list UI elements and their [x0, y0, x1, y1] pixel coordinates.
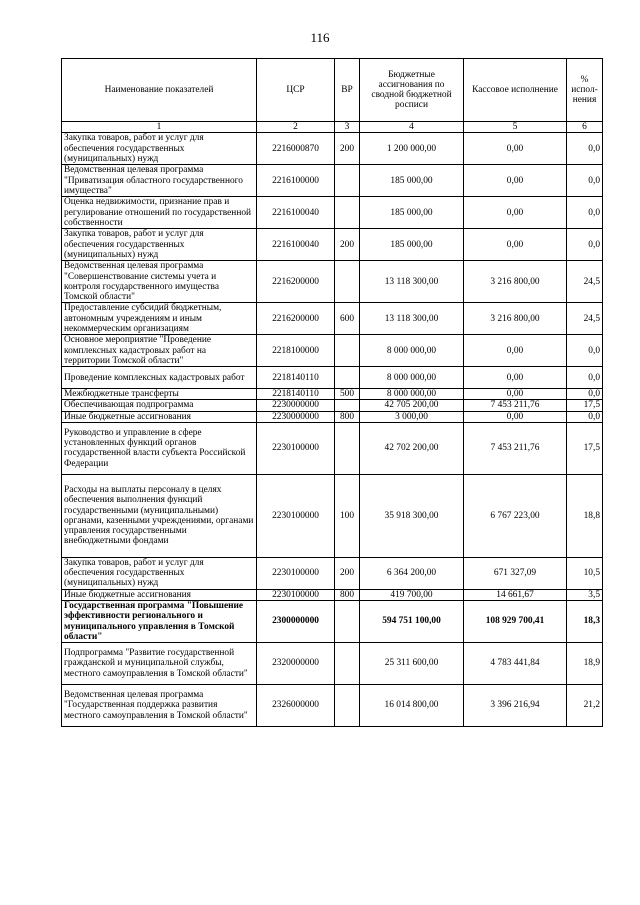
page-number: 116	[310, 30, 330, 45]
row-vr	[335, 367, 360, 389]
row-csr: 2216100000	[257, 165, 335, 197]
row-budget: 6 364 200,00	[360, 557, 464, 589]
row-vr	[335, 261, 360, 303]
budget-execution-table	[61, 58, 603, 727]
row-vr	[335, 643, 360, 685]
row-vr	[335, 165, 360, 197]
row-name: Иные бюджетные ассигнования	[62, 589, 257, 600]
row-vr: 200	[335, 133, 360, 165]
row-execution: 3 216 800,00	[464, 261, 567, 303]
row-vr	[335, 422, 360, 474]
row-percent: 0,0	[567, 165, 603, 197]
row-execution: 0,00	[464, 133, 567, 165]
table-row	[62, 261, 603, 303]
column-number: 5	[464, 122, 567, 133]
row-vr	[335, 601, 360, 643]
row-csr: 2230100000	[257, 589, 335, 600]
row-vr: 200	[335, 557, 360, 589]
row-execution: 0,00	[464, 367, 567, 389]
row-csr: 2216200000	[257, 261, 335, 303]
table-row	[62, 367, 603, 389]
row-budget: 35 918 300,00	[360, 474, 464, 557]
row-name: Предоставление субсидий бюджетным, автономным учреждениям и иным некоммерческим организациям	[62, 303, 257, 335]
row-percent: 21,2	[567, 685, 603, 727]
row-csr: 2216100040	[257, 197, 335, 229]
row-budget: 594 751 100,00	[360, 601, 464, 643]
row-csr: 2300000000	[257, 601, 335, 643]
row-percent: 18,9	[567, 643, 603, 685]
row-name: Обеспечивающая подпрограмма	[62, 400, 257, 411]
table-row	[62, 411, 603, 422]
row-name: Закупка товаров, работ и услуг для обеспечения государственных (муниципальных) нужд	[62, 229, 257, 261]
row-budget: 16 014 800,00	[360, 685, 464, 727]
column-number: 4	[360, 122, 464, 133]
header-row	[62, 59, 603, 122]
table-row	[62, 400, 603, 411]
row-percent: 0,0	[567, 133, 603, 165]
row-execution: 6 767 223,00	[464, 474, 567, 557]
row-execution: 0,00	[464, 389, 567, 400]
row-vr	[335, 400, 360, 411]
table-row	[62, 474, 603, 557]
row-percent: 3,5	[567, 589, 603, 600]
row-csr: 2230000000	[257, 411, 335, 422]
row-execution: 7 453 211,76	[464, 400, 567, 411]
header-vr: ВР	[335, 59, 360, 122]
row-budget: 8 000 000,00	[360, 367, 464, 389]
row-name: Основное мероприятие "Проведение комплексных кадастровых работ на территории Томской области"	[62, 335, 257, 367]
table-row	[62, 335, 603, 367]
row-csr: 2230100000	[257, 557, 335, 589]
row-budget: 25 311 600,00	[360, 643, 464, 685]
row-execution: 0,00	[464, 229, 567, 261]
row-csr: 2216200000	[257, 303, 335, 335]
table-row	[62, 229, 603, 261]
row-budget: 185 000,00	[360, 197, 464, 229]
row-percent: 24,5	[567, 303, 603, 335]
row-budget: 42 705 200,00	[360, 400, 464, 411]
table-row	[62, 589, 603, 600]
column-number: 1	[62, 122, 257, 133]
row-csr: 2320000000	[257, 643, 335, 685]
row-execution: 0,00	[464, 197, 567, 229]
row-name: Расходы на выплаты персоналу в целях обеспечения выполнения функций государственными (муниципальными) органами, казенными учреждениями, органами управления государственными внебюджетными фондами	[62, 474, 257, 557]
row-name: Проведение комплексных кадастровых работ	[62, 367, 257, 389]
row-budget: 13 118 300,00	[360, 303, 464, 335]
row-name: Иные бюджетные ассигнования	[62, 411, 257, 422]
row-vr: 800	[335, 411, 360, 422]
row-vr: 100	[335, 474, 360, 557]
header-csr: ЦСР	[257, 59, 335, 122]
row-budget: 42 702 200,00	[360, 422, 464, 474]
row-execution: 14 661,67	[464, 589, 567, 600]
row-budget: 185 000,00	[360, 165, 464, 197]
table-row	[62, 165, 603, 197]
row-percent: 10,5	[567, 557, 603, 589]
column-number: 6	[567, 122, 603, 133]
column-number: 2	[257, 122, 335, 133]
row-percent: 0,0	[567, 335, 603, 367]
row-budget: 8 000 000,00	[360, 335, 464, 367]
row-csr: 2218100000	[257, 335, 335, 367]
table-row	[62, 643, 603, 685]
row-vr: 500	[335, 389, 360, 400]
row-csr: 2218140110	[257, 389, 335, 400]
row-budget: 185 000,00	[360, 229, 464, 261]
row-percent: 0,0	[567, 229, 603, 261]
row-budget: 1 200 000,00	[360, 133, 464, 165]
row-execution: 3 216 800,00	[464, 303, 567, 335]
table-row	[62, 557, 603, 589]
row-name: Ведомственная целевая программа "Приватизация областного государственного имущества"	[62, 165, 257, 197]
table-row	[62, 422, 603, 474]
row-csr: 2326000000	[257, 685, 335, 727]
row-execution: 108 929 700,41	[464, 601, 567, 643]
header-execution: Кассовое исполнение	[464, 59, 567, 122]
row-percent: 18,3	[567, 601, 603, 643]
row-execution: 0,00	[464, 165, 567, 197]
row-name: Межбюджетные трансферты	[62, 389, 257, 400]
row-vr	[335, 197, 360, 229]
header-name: Наименование показателей	[62, 59, 257, 122]
row-budget: 13 118 300,00	[360, 261, 464, 303]
header-percent: % испол-нения	[567, 59, 603, 122]
row-execution: 671 327,09	[464, 557, 567, 589]
row-csr: 2230000000	[257, 400, 335, 411]
row-name: Закупка товаров, работ и услуг для обеспечения государственных (муниципальных) нужд	[62, 557, 257, 589]
row-percent: 0,0	[567, 389, 603, 400]
row-execution: 4 783 441,84	[464, 643, 567, 685]
row-execution: 0,00	[464, 411, 567, 422]
row-vr: 600	[335, 303, 360, 335]
row-percent: 24,5	[567, 261, 603, 303]
row-execution: 3 396 216,94	[464, 685, 567, 727]
table-row	[62, 133, 603, 165]
table-row	[62, 685, 603, 727]
row-csr: 2230100000	[257, 474, 335, 557]
table-row	[62, 197, 603, 229]
row-name: Руководство и управление в сфере установленных функций органов государственной власти субъекта Российской Федерации	[62, 422, 257, 474]
row-execution: 0,00	[464, 335, 567, 367]
row-budget: 419 700,00	[360, 589, 464, 600]
row-vr	[335, 335, 360, 367]
row-percent: 17,5	[567, 400, 603, 411]
table-row	[62, 389, 603, 400]
column-number: 3	[335, 122, 360, 133]
table-row	[62, 303, 603, 335]
row-budget: 8 000 000,00	[360, 389, 464, 400]
row-csr: 2216100040	[257, 229, 335, 261]
row-execution: 7 453 211,76	[464, 422, 567, 474]
row-vr: 800	[335, 589, 360, 600]
row-csr: 2218140110	[257, 367, 335, 389]
row-percent: 0,0	[567, 367, 603, 389]
row-vr	[335, 685, 360, 727]
column-numbers-row	[62, 122, 603, 133]
row-name: Закупка товаров, работ и услуг для обеспечения государственных (муниципальных) нужд	[62, 133, 257, 165]
row-percent: 18,8	[567, 474, 603, 557]
table-row	[62, 601, 603, 643]
row-name: Государственная программа "Повышение эффективности регионального и муниципального управления в Томской области"	[62, 601, 257, 643]
header-budget: Бюджетные ассигнования по сводной бюджетной росписи	[360, 59, 464, 122]
row-name: Ведомственная целевая программа "Государственная поддержка развития местного самоуправления в Томской области"	[62, 685, 257, 727]
row-csr: 2216000870	[257, 133, 335, 165]
row-name: Оценка недвижимости, признание прав и регулирование отношений по государственной собственности	[62, 197, 257, 229]
row-budget: 3 000,00	[360, 411, 464, 422]
row-percent: 17,5	[567, 422, 603, 474]
row-name: Ведомственная целевая программа "Совершенствование системы учета и контроля государственного имущества Томской области"	[62, 261, 257, 303]
row-percent: 0,0	[567, 197, 603, 229]
row-csr: 2230100000	[257, 422, 335, 474]
row-percent: 0,0	[567, 411, 603, 422]
row-name: Подпрограмма "Развитие государственной гражданской и муниципальной службы, местного самоуправления в Томской области"	[62, 643, 257, 685]
row-vr: 200	[335, 229, 360, 261]
